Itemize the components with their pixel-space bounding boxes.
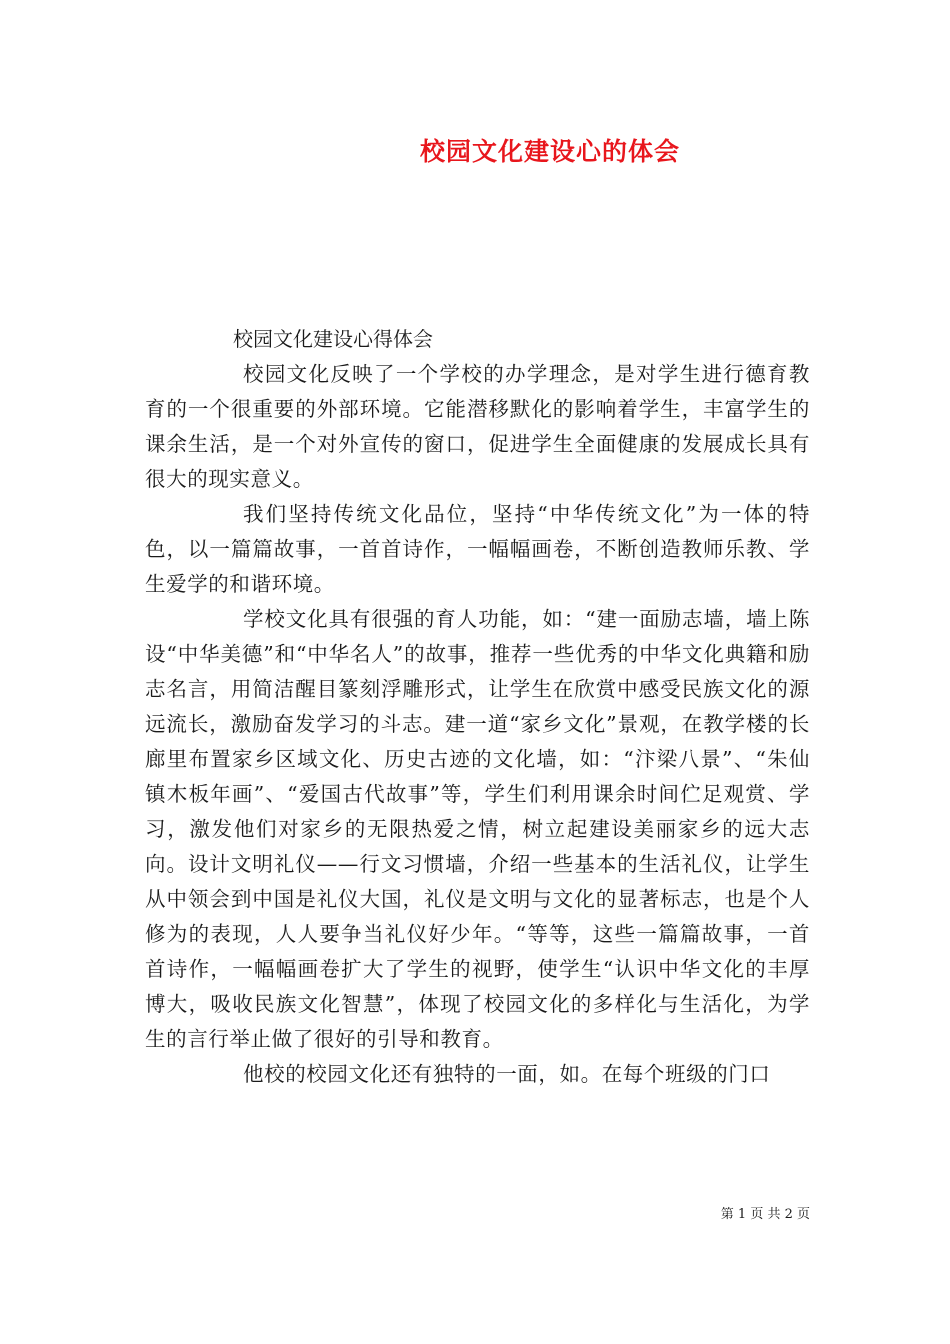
paragraph: 他校的校园文化还有独特的一面，如。在每个班级的门口: [243, 1062, 771, 1086]
document-body: [145, 322, 810, 1092]
paragraph: 学校文化具有很强的育人功能，如：“建一面励志墙，墙上陈设“中华美德”和“中华名人”的故事，推荐一些优秀的中华文化典籍和励志名言，用简洁醒目篆刻浮雕形式，让学生在欣赏中感受民族文化的源远流长，激励奋发学习的斗志。建一道“家乡文化”景观，在教学楼的长廊里布置家乡区域文化、历史古迹的文化墙，如：“汴梁八景”、“朱仙镇木板年画”、“爱国古代故事”等，学生们利用课余时间伫足观赏、学习，激发他们对家乡的无限热爱之情，树立起建设美丽家乡的远大志向。设计文明礼仪——行文习惯墙，介绍一些基本的生活礼仪，让学生从中领会到中国是礼仪大国，礼仪是文明与文化的显著标志，也是个人修为的表现，人人要争当礼仪好少年。“等等，这些一篇篇故事，一首首诗作，一幅幅画卷扩大了学生的视野，使学生“认识中华文化的丰厚博大，吸收民族文化智慧”，体现了校园文化的多样化与生活化，为学生的言行举止做了很好的引导和教育。: [145, 607, 810, 1051]
paragraph: 我们坚持传统文化品位，坚持“中华传统文化”为一体的特色，以一篇篇故事，一首首诗作，一幅幅画卷，不断创造教师乐教、学生爱学的和谐环境。: [145, 502, 810, 596]
paragraph: 校园文化反映了一个学校的办学理念，是对学生进行德育教育的一个很重要的外部环境。它能潜移默化的影响着学生，丰富学生的课余生活，是一个对外宣传的窗口，促进学生全面健康的发展成长具有很大的现实意义。: [145, 362, 810, 491]
page-number-footer: 第 1 页 共 2 页: [720, 1207, 810, 1222]
document-subtitle: 校园文化建设心得体会: [233, 327, 433, 351]
document-title: 校园文化建设心的体会: [419, 137, 680, 166]
